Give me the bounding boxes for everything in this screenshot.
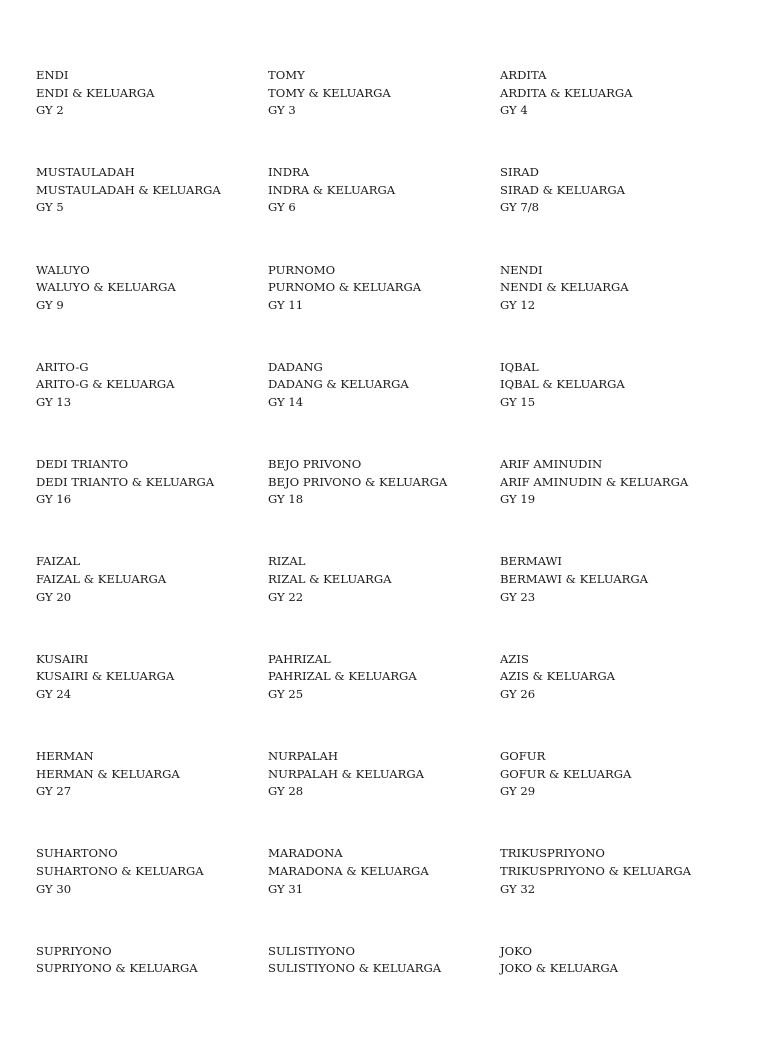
label-family-line: DEDI TRIANTO & KELUARGA	[36, 474, 215, 489]
label-code: GY 23	[500, 589, 536, 604]
address-label	[500, 748, 756, 845]
label-name: FAIZAL	[36, 554, 81, 569]
address-label	[36, 845, 268, 942]
address-label	[36, 359, 268, 456]
label-name: DEDI TRIANTO	[36, 457, 129, 472]
label-family-line: MARADONA & KELUARGA	[268, 863, 429, 878]
label-family-line: ARDITA & KELUARGA	[500, 85, 633, 100]
label-family-line: HERMAN & KELUARGA	[36, 766, 180, 781]
label-code: GY 20	[36, 589, 72, 604]
label-code: GY 15	[500, 395, 536, 410]
label-code: GY 13	[36, 395, 72, 410]
label-name: JOKO	[500, 943, 533, 958]
label-code: GY 18	[268, 492, 304, 507]
label-family-line: FAIZAL & KELUARGA	[36, 572, 167, 587]
address-label	[268, 943, 500, 1040]
label-code: GY 16	[36, 492, 72, 507]
label-name: BEJO PRIVONO	[268, 457, 362, 472]
label-code: GY 27	[36, 784, 72, 799]
label-family-line: GOFUR & KELUARGA	[500, 766, 632, 781]
label-family-line: ENDI & KELUARGA	[36, 85, 155, 100]
address-label	[268, 845, 500, 942]
address-label	[36, 262, 268, 359]
address-label	[268, 67, 500, 164]
label-family-line: KUSAIRI & KELUARGA	[36, 669, 175, 684]
address-label	[36, 553, 268, 650]
label-code: GY 2	[36, 103, 64, 118]
label-code: GY 3	[268, 103, 296, 118]
label-name: SULISTIYONO	[268, 943, 356, 958]
label-name: MARADONA	[268, 846, 343, 861]
label-family-line: ARITO-G & KELUARGA	[36, 377, 175, 392]
label-family-line: PURNOMO & KELUARGA	[268, 280, 422, 295]
label-code: GY 11	[268, 297, 304, 312]
label-code: GY 32	[500, 881, 536, 896]
address-label	[268, 359, 500, 456]
address-label	[268, 748, 500, 845]
address-label	[500, 651, 756, 748]
label-family-line: INDRA & KELUARGA	[268, 182, 396, 197]
address-label	[268, 164, 500, 261]
label-code: GY 12	[500, 297, 536, 312]
label-name: WALUYO	[36, 262, 90, 277]
address-label	[500, 67, 756, 164]
address-label	[268, 456, 500, 553]
label-family-line: NENDI & KELUARGA	[500, 280, 629, 295]
label-code: GY 14	[268, 395, 304, 410]
label-name: ARITO-G	[36, 359, 89, 374]
label-name: SUHARTONO	[36, 846, 118, 861]
label-name: KUSAIRI	[36, 651, 89, 666]
label-family-line: IQBAL & KELUARGA	[500, 377, 625, 392]
label-name: GOFUR	[500, 749, 546, 764]
address-label	[36, 943, 268, 1040]
address-label	[268, 262, 500, 359]
label-name: NURPALAH	[268, 749, 338, 764]
label-name: SIRAD	[500, 165, 539, 180]
label-family-line: TOMY & KELUARGA	[268, 85, 391, 100]
label-name: DADANG	[268, 359, 323, 374]
label-grid	[36, 67, 756, 1040]
label-code: GY 31	[268, 881, 304, 896]
label-name: TRIKUSPRIYONO	[500, 846, 605, 861]
label-name: PAHRIZAL	[268, 651, 331, 666]
label-name: TOMY	[268, 68, 305, 82]
label-family-line: AZIS & KELUARGA	[500, 669, 615, 684]
label-family-line: ARIF AMINUDIN & KELUARGA	[500, 474, 689, 489]
label-code: GY 4	[500, 103, 528, 118]
address-label	[500, 845, 756, 942]
address-label	[36, 456, 268, 553]
label-name: PURNOMO	[268, 262, 336, 277]
label-name: AZIS	[500, 651, 529, 666]
label-family-line: SUHARTONO & KELUARGA	[36, 863, 204, 878]
label-code: GY 26	[500, 686, 536, 701]
label-name: IQBAL	[500, 359, 539, 374]
label-name: NENDI	[500, 262, 543, 277]
label-code: GY 28	[268, 784, 304, 799]
address-label	[268, 651, 500, 748]
label-family-line: SULISTIYONO & KELUARGA	[268, 961, 442, 976]
address-label	[500, 553, 756, 650]
label-family-line: DADANG & KELUARGA	[268, 377, 409, 392]
label-name: INDRA	[268, 165, 310, 180]
label-code: GY 24	[36, 686, 72, 701]
label-family-line: SUPRIYONO & KELUARGA	[36, 961, 198, 976]
label-family-line: TRIKUSPRIYONO & KELUARGA	[500, 863, 691, 878]
label-family-line: RIZAL & KELUARGA	[268, 572, 392, 587]
label-family-line: JOKO & KELUARGA	[500, 961, 619, 976]
label-code: GY 29	[500, 784, 536, 799]
label-family-line: BERMAWI & KELUARGA	[500, 572, 649, 587]
label-name: MUSTAULADAH	[36, 165, 135, 180]
address-label	[36, 651, 268, 748]
label-name: SUPRIYONO	[36, 943, 112, 958]
address-label	[36, 67, 268, 164]
label-family-line: NURPALAH & KELUARGA	[268, 766, 424, 781]
label-code: GY 6	[268, 200, 296, 215]
label-family-line: WALUYO & KELUARGA	[36, 280, 176, 295]
label-code: GY 25	[268, 686, 304, 701]
label-code: GY 5	[36, 200, 64, 215]
address-label	[500, 943, 756, 1040]
label-code: GY 22	[268, 589, 304, 604]
address-label	[500, 456, 756, 553]
address-label	[500, 164, 756, 261]
label-code: GY 30	[36, 881, 72, 896]
label-code: GY 7/8	[500, 200, 540, 215]
label-name: ENDI	[36, 68, 69, 82]
label-family-line: SIRAD & KELUARGA	[500, 182, 625, 197]
label-family-line: MUSTAULADAH & KELUARGA	[36, 182, 221, 197]
address-label	[268, 553, 500, 650]
label-family-line: PAHRIZAL & KELUARGA	[268, 669, 417, 684]
label-name: ARIF AMINUDIN	[500, 457, 603, 472]
label-name: ARDITA	[500, 68, 547, 82]
address-label	[36, 748, 268, 845]
address-label	[500, 262, 756, 359]
address-label	[36, 164, 268, 261]
label-code: GY 19	[500, 492, 536, 507]
label-name: RIZAL	[268, 554, 306, 569]
label-family-line: BEJO PRIVONO & KELUARGA	[268, 474, 448, 489]
label-code: GY 9	[36, 297, 64, 312]
label-name: BERMAWI	[500, 554, 562, 569]
label-name: HERMAN	[36, 749, 94, 764]
address-label	[500, 359, 756, 456]
